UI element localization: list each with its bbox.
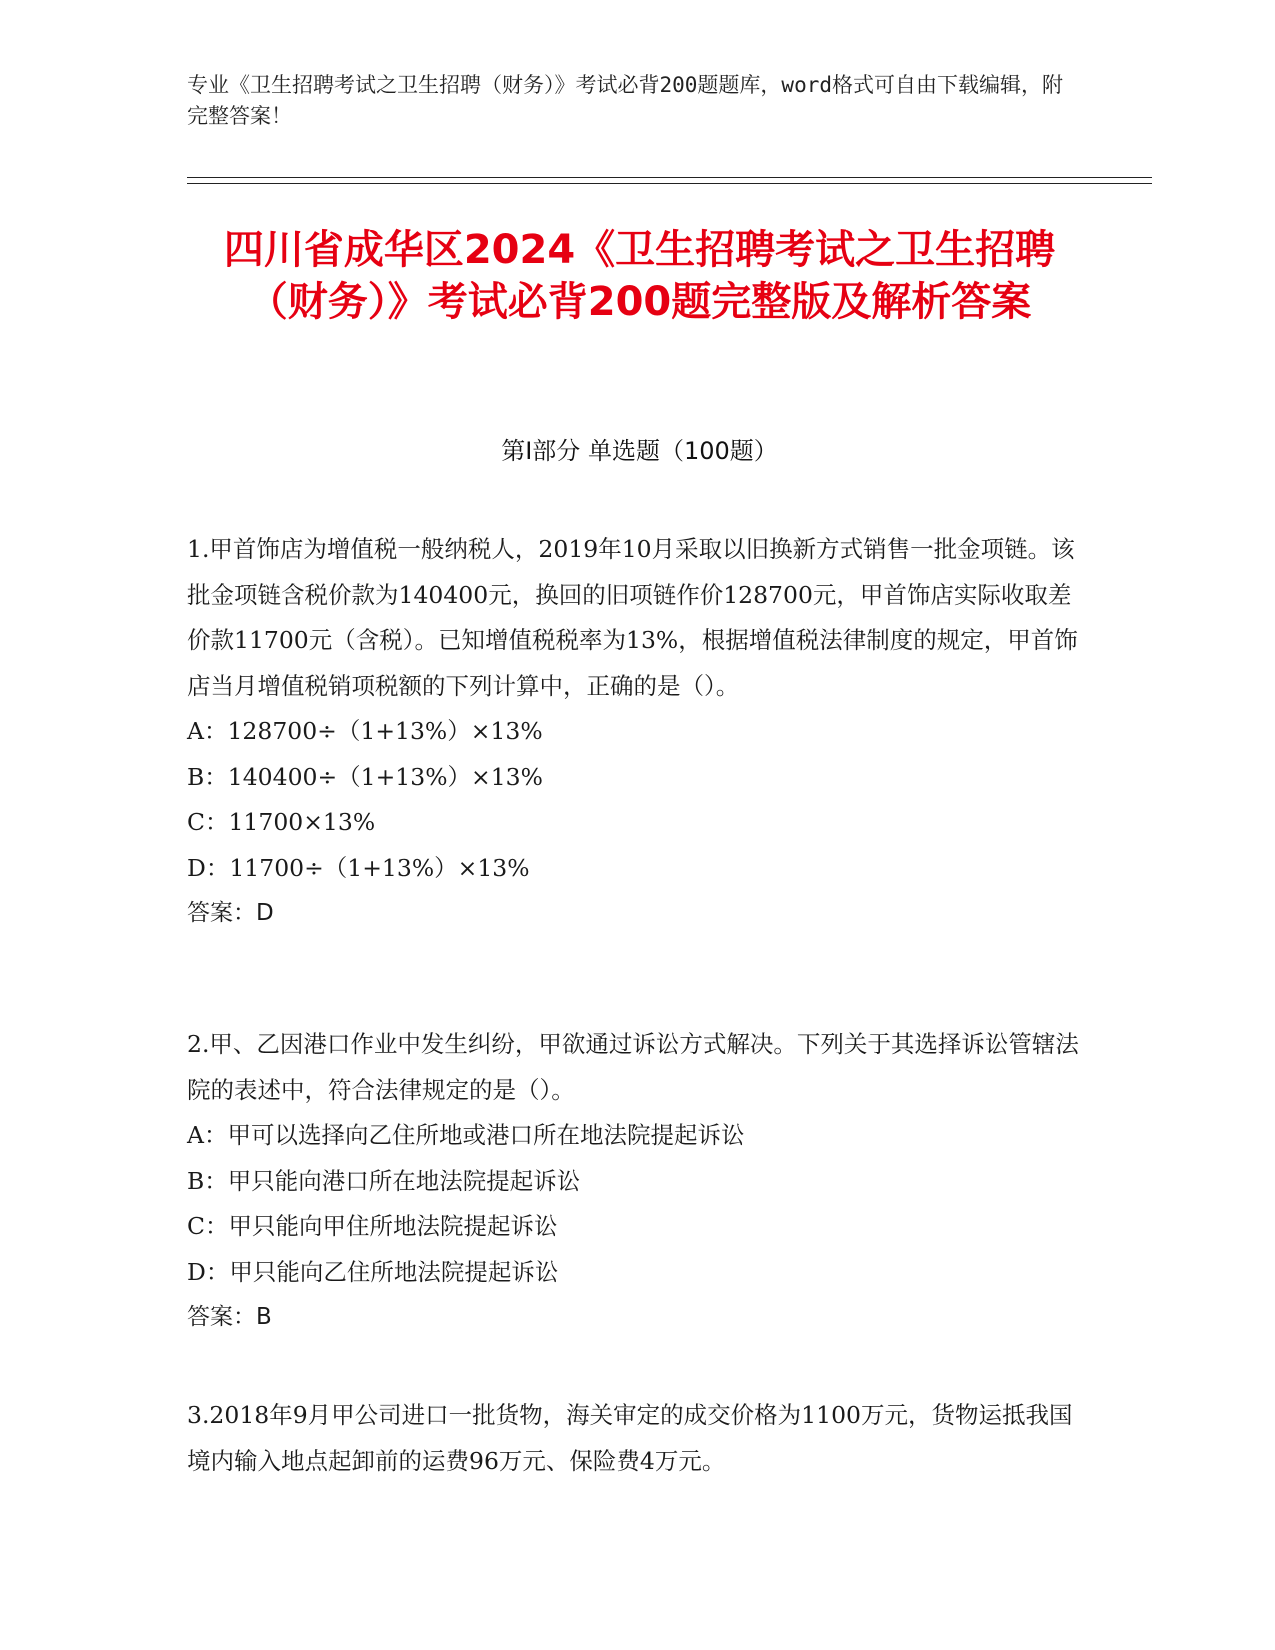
- question-stem: 3.2018年9月甲公司进口一批货物，海关审定的成交价格为1100万元，货物运抵我国境内输入地点起卸前的运费96万元、保险费4万元。: [187, 1401, 1073, 1475]
- option-d: D：11700÷（1+13%）×13%: [187, 853, 530, 882]
- header-rule-top: [187, 177, 1152, 178]
- question-stem: 2.甲、乙因港口作业中发生纠纷，甲欲通过诉讼方式解决。下列关于其选择诉讼管辖法院的表述中，符合法律规定的是（）。: [187, 1030, 1079, 1104]
- section-heading: 第I部分 单选题（100题）: [501, 437, 778, 465]
- document-title: 四川省成华区2024《卫生招聘考试之卫生招聘（财务）》考试必背200题完整版及解析答案: [223, 227, 1056, 325]
- question-3: [187, 1393, 1092, 1484]
- question-1: [187, 527, 1092, 937]
- answer-line: 答案：D: [187, 900, 274, 926]
- option-a: A：甲可以选择向乙住所地或港口所在地法院提起诉讼: [187, 1121, 745, 1149]
- option-a: A：128700÷（1+13%）×13%: [187, 717, 543, 745]
- question-2: [187, 1022, 1092, 1341]
- header-rule-bottom: [187, 183, 1152, 184]
- option-d: D：甲只能向乙住所地法院提起诉讼: [187, 1257, 559, 1286]
- option-b: B：140400÷（1+13%）×13%: [187, 762, 543, 791]
- header-note: 专业《卫生招聘考试之卫生招聘（财务）》考试必背200题题库，word格式可自由下载编辑，附完整答案！: [187, 73, 1063, 128]
- option-c: C：11700×13%: [187, 808, 376, 836]
- option-b: B：甲只能向港口所在地法院提起诉讼: [187, 1166, 581, 1195]
- question-stem: 1.甲首饰店为增值税一般纳税人，2019年10月采取以旧换新方式销售一批金项链。该批金项链含税价款为140400元，换回的旧项链作价128700元，甲首饰店实际收取差价款11700元（含税）。已知增值税税率为13%，根据增值税法律制度的规定，甲首饰店当月增值税销项税额的下列计算中，正确的是（）。: [187, 535, 1078, 700]
- option-c: C：甲只能向甲住所地法院提起诉讼: [187, 1212, 558, 1240]
- answer-line: 答案：B: [187, 1304, 272, 1330]
